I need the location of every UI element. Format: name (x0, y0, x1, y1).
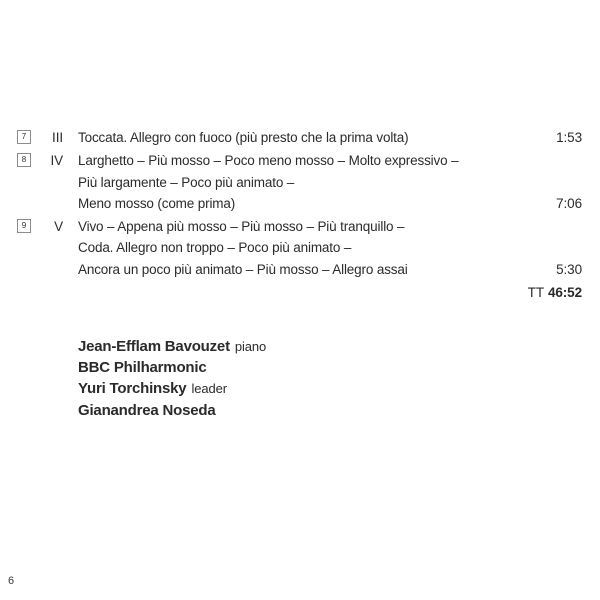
track-title-line: Coda. Allegro non troppo – Poco più animato – (78, 240, 352, 256)
performer-name: BBC Philharmonic (78, 359, 207, 377)
track-number-cell (17, 150, 31, 214)
track-number-cell (17, 127, 31, 148)
credits-block (78, 336, 266, 421)
total-time-row (17, 282, 582, 303)
track-row (17, 216, 582, 280)
track-title-block (63, 216, 512, 280)
performer-name: Gianandrea Noseda (78, 401, 216, 419)
total-time-label: TT (527, 285, 544, 301)
movement-numeral: V (54, 219, 63, 235)
track-title-line: Più largamente – Poco più animato – (78, 174, 295, 190)
credit-line (78, 357, 266, 378)
movement-numeral: III (52, 130, 63, 145)
track-row (17, 150, 582, 214)
credit-line (78, 336, 266, 357)
page-number: 6 (8, 575, 15, 587)
track-title-block (63, 127, 512, 148)
track-duration: 5:30 (556, 261, 582, 277)
track-number-badge: 7 (17, 130, 31, 144)
credit-line (78, 400, 266, 421)
track-title-line: Meno mosso (come prima) (78, 195, 236, 211)
track-title-block (63, 150, 512, 214)
performer-role: piano (234, 339, 267, 354)
track-duration: 1:53 (556, 130, 582, 145)
total-time-value: 46:52 (547, 285, 582, 301)
track-number-badge: 9 (17, 219, 31, 233)
track-number-cell (17, 216, 31, 280)
performer-name: Yuri Torchinsky (78, 380, 187, 398)
performer-role: leader (191, 381, 227, 397)
track-title-line: Larghetto – Più mosso – Poco meno mosso – Molto expressivo – (78, 153, 459, 169)
movement-numeral: IV (50, 153, 63, 169)
performer-name: Jean-Efflam Bavouzet (78, 338, 230, 355)
track-title-line: Vivo – Appena più mosso – Più mosso – Più tranquillo – (78, 219, 405, 235)
track-duration: 7:06 (556, 195, 582, 211)
track-title-line: Ancora un poco più animato – Più mosso – Allegro assai (78, 261, 408, 277)
track-list (0, 127, 600, 303)
credit-line (78, 378, 266, 399)
track-number-badge: 8 (17, 153, 31, 167)
track-row (17, 127, 582, 148)
track-title-line: Toccata. Allegro con fuoco (più presto che la prima volta) (78, 130, 409, 145)
